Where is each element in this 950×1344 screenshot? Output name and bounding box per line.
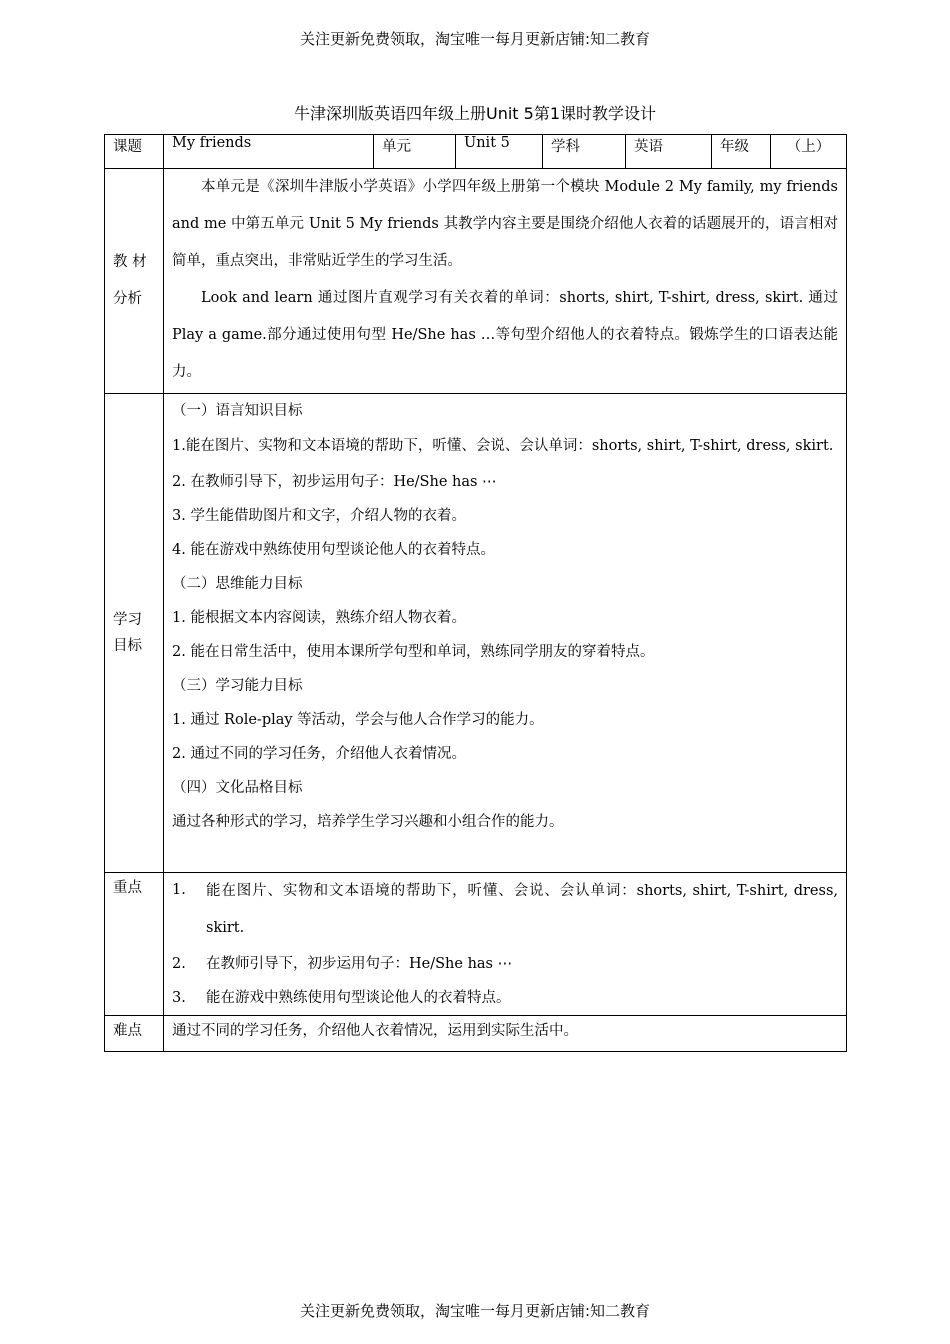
- difficulties-text: 通过不同的学习任务，介绍他人衣着情况，运用到实际生活中。: [164, 1016, 847, 1052]
- lesson-plan-table: [104, 134, 847, 1052]
- key-point-number: 3.: [172, 990, 186, 1006]
- key-point-item: [172, 873, 838, 947]
- key-point-text: 在教师引导下，初步运用句子：He/She has ⋯: [206, 956, 513, 972]
- objective-line: 2. 能在日常生活中，使用本课所学句型和单词，熟练同学朋友的穿着特点。: [172, 644, 655, 660]
- objective-heading: （一）语言知识目标: [172, 403, 303, 419]
- unit-label: 单元: [374, 135, 456, 169]
- key-points-content: [164, 873, 847, 1016]
- objective-heading: （三）学习能力目标: [172, 678, 303, 694]
- objective-line: 4. 能在游戏中熟练使用句型谈论他人的衣着特点。: [172, 542, 495, 558]
- footer-banner: 关注更新免费领取，淘宝唯一每月更新店铺:知二教育: [299, 1302, 651, 1320]
- analysis-paragraph: Look and learn 通过图片直观学习有关衣着的单词：shorts, shirt, T-shirt, dress, skirt. 通过 Play a game.部分通过使用句型 He/She has …等句型介绍他人的衣着特点。锻炼学生的口语表达能力。: [172, 290, 838, 380]
- objectives-content: [164, 394, 847, 873]
- difficulties-label: 难点: [105, 1016, 164, 1052]
- objective-line: 1. 通过 Role-play 等活动，学会与他人合作学习的能力。: [172, 712, 544, 728]
- objective-line: 2. 通过不同的学习任务，介绍他人衣着情况。: [172, 746, 466, 762]
- objective-heading: （四）文化品格目标: [172, 780, 303, 796]
- objective-line: 1. 能根据文本内容阅读，熟练介绍人物衣着。: [172, 610, 466, 626]
- subject-value: 英语: [626, 135, 712, 169]
- key-points-label: 重点: [105, 873, 164, 1016]
- material-analysis-label: 教 材分析: [105, 169, 164, 394]
- document-title: 牛津深圳版英语四年级上册Unit 5第1课时教学设计: [293, 104, 657, 123]
- subject-label: 学科: [543, 135, 626, 169]
- key-point-item: [172, 981, 838, 1015]
- objective-line: 通过各种形式的学习，培养学生学习兴趣和小组合作的能力。: [172, 814, 564, 830]
- difficulties-row: [105, 1016, 847, 1052]
- objective-line: 1.能在图片、实物和文本语境的帮助下，听懂、会说、会认单词：shorts, shirt, T-shirt, dress, skirt.: [172, 438, 834, 454]
- objective-line: 2. 在教师引导下，初步运用句子：He/She has ⋯: [172, 474, 497, 490]
- key-points-row: [105, 873, 847, 1016]
- key-point-number: 1.: [172, 882, 186, 898]
- grade-label: 年级: [712, 135, 771, 169]
- key-point-text: 能在游戏中熟练使用句型谈论他人的衣着特点。: [206, 990, 511, 1006]
- material-analysis-row: [105, 169, 847, 394]
- objective-line: 3. 学生能借助图片和文字，介绍人物的衣着。: [172, 508, 466, 524]
- header-row: [105, 135, 847, 169]
- analysis-paragraph: 本单元是《深圳牛津版小学英语》小学四年级上册第一个模块 Module 2 My family, my friends and me 中第五单元 Unit 5 My friends 其教学内容主要是围绕介绍他人衣着的话题展开的，语言相对简单，重点突出，非常贴近学生的学习生活。: [172, 179, 838, 269]
- header-banner: 关注更新免费领取，淘宝唯一每月更新店铺:知二教育: [299, 30, 651, 48]
- key-point-text: 能在图片、实物和文本语境的帮助下，听懂、会说、会认单词：shorts, shirt, T-shirt, dress, skirt.: [206, 883, 838, 936]
- objectives-row: [105, 394, 847, 873]
- objectives-label: 学习目标: [105, 394, 164, 873]
- topic-value: My friends: [164, 135, 374, 169]
- key-point-item: [172, 947, 838, 981]
- topic-label: 课题: [105, 135, 164, 169]
- objective-heading: （二）思维能力目标: [172, 576, 303, 592]
- material-analysis-content: [164, 169, 847, 394]
- key-point-number: 2.: [172, 956, 186, 972]
- grade-value: （上）: [771, 135, 847, 169]
- unit-value: Unit 5: [456, 135, 543, 169]
